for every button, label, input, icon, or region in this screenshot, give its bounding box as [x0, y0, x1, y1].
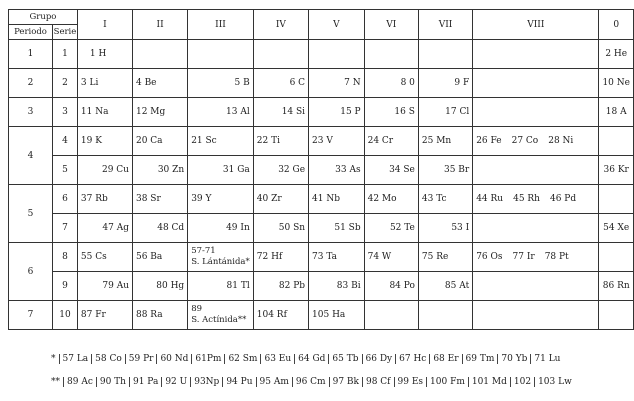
- element-cell: 8 0: [364, 69, 418, 98]
- period-label: 2: [9, 69, 53, 98]
- group-I: I: [77, 10, 132, 40]
- element-cell: 11 Na: [77, 98, 132, 127]
- element-cell: 4 Be: [132, 69, 187, 98]
- element-cell: 47 Ag: [77, 214, 132, 243]
- element-cell: 13 Al: [188, 98, 254, 127]
- element-cell: 21 Sc: [188, 127, 254, 156]
- element-cell: 7 N: [309, 69, 365, 98]
- element-cell: 85 At: [418, 272, 472, 301]
- element-cell: 20 Ca: [132, 127, 187, 156]
- element-cell: 31 Ga: [188, 156, 254, 185]
- element-cell: 79 Au: [77, 272, 132, 301]
- series-label: 6: [53, 185, 78, 214]
- group-IV: IV: [253, 10, 308, 40]
- element-cell: 43 Tc: [418, 185, 472, 214]
- element-cell: 50 Sn: [253, 214, 308, 243]
- element-cell: 104 Rf: [253, 301, 308, 330]
- element-cell: 73 Ta: [309, 243, 365, 272]
- element-cell: 75 Re: [418, 243, 472, 272]
- element-cell: 1 H: [77, 40, 132, 69]
- lanthanide-series: * 57 La 58 Co 59 Pr 60 Nd 61Pm 62 Sm 63 Eu 64 Gd 65 Tb 66 Dy 67 Hc 68 Er 69 Tm 70 Yb 71 Lu: [48, 354, 563, 364]
- element-cell: 35 Br: [418, 156, 472, 185]
- element-cell: 23 V: [309, 127, 365, 156]
- element-cell: 84 Po: [364, 272, 418, 301]
- series-label: 8: [53, 243, 78, 272]
- element-cell: 56 Ba: [132, 243, 187, 272]
- element-cell: 18 A: [599, 98, 634, 127]
- group-VII: VII: [418, 10, 472, 40]
- header-grupo: Grupo: [9, 10, 78, 25]
- element-cell: 54 Xe: [599, 214, 634, 243]
- element-cell: 33 As: [309, 156, 365, 185]
- element-cell: 40 Zr: [253, 185, 308, 214]
- element-cell: 5 B: [188, 69, 254, 98]
- period-label: 4: [9, 127, 53, 185]
- periodic-table: [8, 9, 634, 330]
- element-cell: 72 Hf: [253, 243, 308, 272]
- period-label: 6: [9, 243, 53, 301]
- element-cell: 41 Nb: [309, 185, 365, 214]
- series-label: 3: [53, 98, 78, 127]
- element-cell: 81 Tl: [188, 272, 254, 301]
- group-VI: VI: [364, 10, 418, 40]
- element-cell: 17 Cl: [418, 98, 472, 127]
- period-label: 7: [9, 301, 53, 330]
- element-cell: 83 Bi: [309, 272, 365, 301]
- element-cell: 87 Fr: [77, 301, 132, 330]
- header-serie: Serie: [53, 25, 78, 40]
- group-III: III: [188, 10, 254, 40]
- period-label: 5: [9, 185, 53, 243]
- group-VIII-cell: 44 Ru 45 Rh 46 Pd: [473, 185, 599, 214]
- group-II: II: [132, 10, 187, 40]
- series-label: 5: [53, 156, 78, 185]
- element-cell: 3 Li: [77, 69, 132, 98]
- header-periodo: Periodo: [9, 25, 53, 40]
- element-cell: 53 I: [418, 214, 472, 243]
- element-cell: 48 Cd: [132, 214, 187, 243]
- group-V: V: [309, 10, 365, 40]
- group-0: 0: [599, 10, 634, 40]
- actinide-cell: 89 S. Actínida**: [188, 301, 254, 330]
- element-cell: 80 Hg: [132, 272, 187, 301]
- element-cell: 42 Mo: [364, 185, 418, 214]
- element-cell: 12 Mg: [132, 98, 187, 127]
- element-cell: 19 K: [77, 127, 132, 156]
- element-cell: 34 Se: [364, 156, 418, 185]
- period-label: 3: [9, 98, 53, 127]
- element-cell: 9 F: [418, 69, 472, 98]
- element-cell: 52 Te: [364, 214, 418, 243]
- element-cell: 82 Pb: [253, 272, 308, 301]
- element-cell: 88 Ra: [132, 301, 187, 330]
- element-cell: 6 C: [253, 69, 308, 98]
- group-VIII-cell: 26 Fe 27 Co 28 Ni: [473, 127, 599, 156]
- element-cell: 74 W: [364, 243, 418, 272]
- series-label: 9: [53, 272, 78, 301]
- element-cell: 38 Sr: [132, 185, 187, 214]
- element-cell: 15 P: [309, 98, 365, 127]
- period-label: 1: [9, 40, 53, 69]
- element-cell: 2 He: [599, 40, 634, 69]
- element-cell: 32 Ge: [253, 156, 308, 185]
- series-label: 2: [53, 69, 78, 98]
- series-label: 1: [53, 40, 78, 69]
- element-cell: 10 Ne: [599, 69, 634, 98]
- element-cell: 36 Kr: [599, 156, 634, 185]
- element-cell: 105 Ha: [309, 301, 365, 330]
- element-cell: 37 Rb: [77, 185, 132, 214]
- element-cell: 24 Cr: [364, 127, 418, 156]
- element-cell: 14 Si: [253, 98, 308, 127]
- element-cell: 25 Mn: [418, 127, 472, 156]
- element-cell: 55 Cs: [77, 243, 132, 272]
- lanthanide-cell: 57-71 S. Lántánida*: [188, 243, 254, 272]
- element-cell: 29 Cu: [77, 156, 132, 185]
- series-label: 4: [53, 127, 78, 156]
- element-cell: 49 In: [188, 214, 254, 243]
- element-cell: 86 Rn: [599, 272, 634, 301]
- element-cell: 39 Y: [188, 185, 254, 214]
- group-VIII-cell: 76 Os 77 Ir 78 Pt: [473, 243, 599, 272]
- element-cell: 30 Zn: [132, 156, 187, 185]
- actinide-series: ** 89 Ac 90 Th 91 Pa 92 U 93Np 94 Pu 95 Am 96 Cm 97 Bk 98 Cf 99 Es 100 Fm 101 Md 102 103 Lw: [48, 377, 575, 387]
- element-cell: 16 S: [364, 98, 418, 127]
- series-label: 7: [53, 214, 78, 243]
- element-cell: 51 Sb: [309, 214, 365, 243]
- series-label: 10: [53, 301, 78, 330]
- element-cell: 22 Ti: [253, 127, 308, 156]
- group-VIII: VIII: [473, 10, 599, 40]
